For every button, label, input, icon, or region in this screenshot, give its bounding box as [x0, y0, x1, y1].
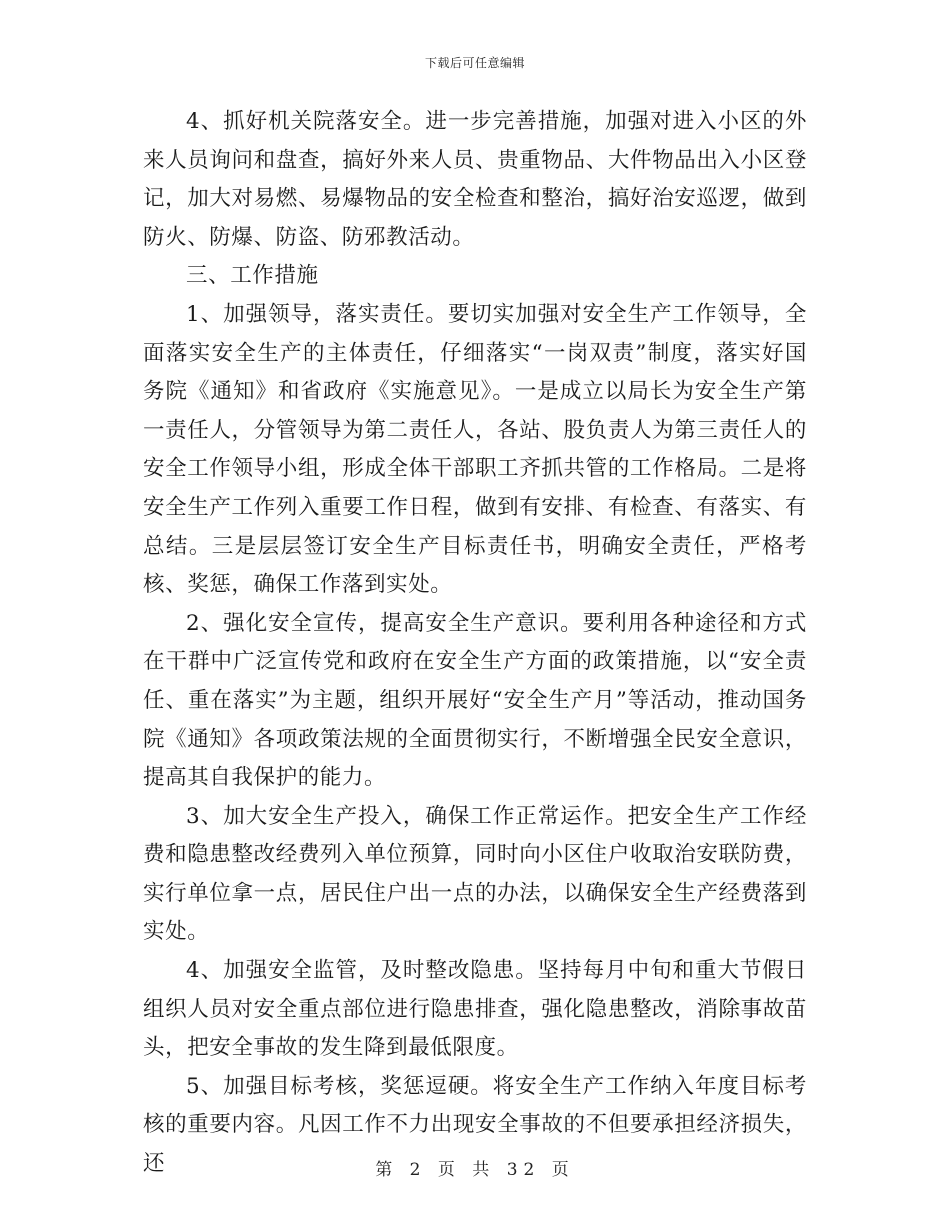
paragraph-leadership-responsibility: 1、加强领导，落实责任。要切实加强对安全生产工作领导，全面落实安全生产的主体责任，仔细落实“一岗双责”制度，落实好国务院《通知》和省政府《实施意见》。一是成立以局长为安全生产第一责任人，分管领导为第二责任人，各站、股负责人为第三责任人的安全工作领导小组，形成全体干部职工齐抓共管的工作格局。二是将安全生产工作列入重要工作日程，做到有安排、有检查、有落实、有总结。三是层层签订安全生产目标责任书，明确安全责任，严格考核、奖惩，确保工作落到实处。: [143, 301, 807, 598]
paragraph-safety-publicity: 2、强化安全宣传，提高安全生产意识。要利用各种途径和方式在干群中广泛宣传党和政府在安全生产方面的政策措施，以“安全责任、重在落实”为主题，组织开展好“安全生产月”等活动，推动国务院《通知》各项政策法规的全面贯彻实行，不断增强全民安全意识，提高其自我保护的能力。: [143, 610, 807, 791]
page-number-footer: 第 2 页 共 32 页: [375, 1160, 575, 1180]
paragraph-safety-investment: 3、加大安全生产投入，确保工作正常运作。把安全生产工作经费和隐患整改经费列入单位预算，同时向小区住户收取治安联防费，实行单位拿一点，居民住户出一点的办法，以确保安全生产经费落到实处。: [143, 803, 807, 945]
paragraph-safety-supervision: 4、加强安全监管，及时整改隐患。坚持每月中旬和重大节假日组织人员对安全重点部位进行隐患排查，强化隐患整改，消除事故苗头，把安全事故的发生降到最低限度。: [143, 958, 807, 1061]
paragraph-target-assessment: 5、加强目标考核，奖惩逗硬。将安全生产工作纳入年度目标考核的重要内容。凡因工作不力出现安全事故的不但要承担经济损失，还: [143, 1073, 807, 1177]
paragraph-campus-safety: 4、抓好机关院落安全。进一步完善措施，加强对进入小区的外来人员询问和盘查，搞好外来人员、贵重物品、大件物品出入小区登记，加大对易燃、易爆物品的安全检查和整治，搞好治安巡逻，做到防火、防爆、防盗、防邪教活动。: [143, 109, 807, 250]
section-heading-work-measures: 三、工作措施: [186, 263, 319, 289]
document-body: [143, 103, 807, 1184]
page-header: 下载后可任意编辑: [424, 56, 525, 70]
